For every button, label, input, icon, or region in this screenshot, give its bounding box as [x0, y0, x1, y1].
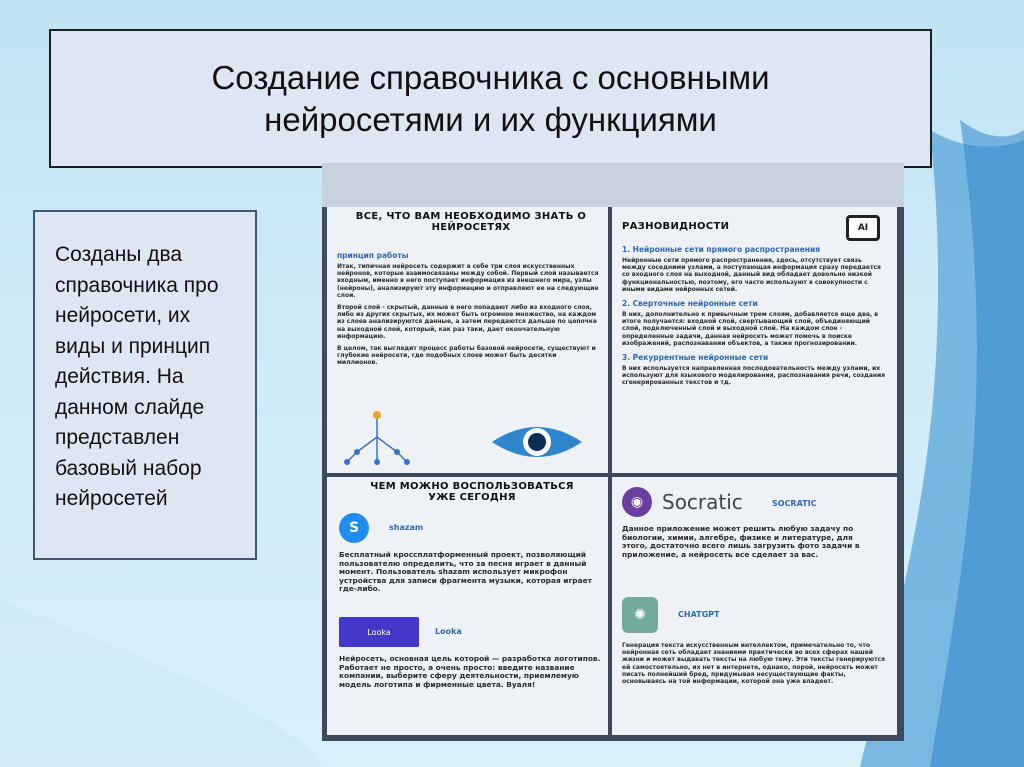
chatgpt-logo-icon: ✺ [622, 597, 658, 633]
shazam-label: shazam [389, 523, 424, 532]
title-line-2: нейросетями и их функциями [264, 100, 717, 138]
panel2-sub-1: 1. Нейронные сети прямого распространения [622, 245, 821, 254]
panel2-text-2: В них, дополнительно к привычным трем слоям, добавляется еще два, в итоге получается: входной слой, свертывающий слой, объединяющий слой, подключенный слой и выходной слой. На каждом слое - определенные задачи, данная нейросеть может помочь в поиске изображений, распознавании объектов, а также прогнозировании. [622, 311, 879, 347]
chatgpt-text: Генерация текста искусственным интеллектом, примечательно то, что нейронная сеть обладает знаниями практически во всех сферах нашей жизни и может выдавать тексты на любую тему. Эти тексты генерируются ей самостоятельно, их нет в интернете, однако, порой, нейросеть может писать полнейший бред, придумывая несуществующие факты, основываясь на той информации, которой она уже владеет. [622, 642, 885, 686]
infographic-top-strip [322, 163, 904, 207]
panel1-paragraph-3: В целом, так выглядит процесс работы базовой нейросети, существуют и глубокие нейросети, где подобных слоев может быть десятки миллионов. [337, 345, 596, 367]
slide-title-box [49, 29, 932, 168]
panel2-sub-2: 2. Сверточные нейронные сети [622, 299, 758, 309]
eye-icon [487, 417, 587, 467]
panel-varieties [612, 207, 897, 473]
looka-logo-text: Looka [367, 627, 391, 637]
panel-about-neural-networks [327, 207, 608, 473]
panel1-paragraph-2: Второй слой - скрытый, данные в него попадают либо из входного слоя, либо из других скрытых, их может быть огромное множество, на каждом из слоев анализируются данные, а затем передаются дальше по цепочке на выходной слой, который, как раз таки, дает окончательную информацию. [337, 304, 597, 340]
ai-chip-icon [846, 215, 880, 241]
panel2-text-3: В них используется направленная последовательность между узлами, их используют для языкового моделирования, распознавания речи, создания сгенерированных текстов и тд. [622, 365, 886, 387]
panel2-text-1: Нейронные сети прямого распространения, здесь, отсутствует связь между соседними узлами, а поступающая информация сразу передается со входного слоя на выходной, данный вид обладает довольно низкой функциональностью, поэтому, его часто используют в совокупности с иными видами нейронных сетей. [622, 257, 881, 293]
slide-title [211, 57, 769, 141]
socratic-owl-icon: ◉ [622, 487, 652, 517]
looka-text: Нейросеть, основная цель которой — разработка логотипов. Работает не просто, а очень просто: введите название компании, выберите сферу деятельности, приемлемую модель логотипа и фирменные цвета. Вуаля! [339, 654, 601, 689]
shazam-logo-icon: S [339, 513, 369, 543]
side-text-box [33, 210, 257, 560]
side-text: Созданы два справочника про нейросети, их виды и принцип действия. На данном слайде представлен базовый набор нейросетей [55, 243, 219, 510]
socratic-text: Данное приложение может решить любую задачу по биологии, химии, алгебре, физике и литературе, для этого, достаточно всего лишь загрузить фото задачи в приложение, а нейросеть все сделает за вас. [622, 524, 860, 559]
circuit-brain-icon [337, 407, 417, 469]
title-line-1: Создание справочника с основными [211, 58, 770, 96]
panel1-heading: ВСЕ, ЧТО ВАМ НЕОБХОДИМО ЗНАТЬ О НЕЙРОСЕТЯХ [355, 211, 587, 233]
looka-label: Looka [435, 627, 462, 636]
socratic-label: SOCRATIC [772, 499, 817, 508]
panel3-heading: ЧЕМ МОЖНО ВОСПОЛЬЗОВАТЬСЯ УЖЕ СЕГОДНЯ [370, 481, 574, 503]
shazam-text: Бесплатный кроссплатформенный проект, позволяющий пользователю определить, что за песня играет в данный момент. Пользователь shazam использует микрофон устройства для записи фрагмента музыки, которая играет где-либо. [339, 550, 592, 594]
panel2-sub-3: 3. Рекуррентные нейронные сети [622, 353, 769, 363]
panel-tools-today [327, 477, 608, 735]
panel2-heading: РАЗНОВИДНОСТИ [622, 221, 730, 232]
infographic-image [322, 163, 904, 741]
chatgpt-label: CHATGPT [678, 610, 720, 619]
ai-chip-label: AI [857, 223, 869, 233]
panel-more-tools [612, 477, 897, 735]
panel1-paragraph-1: Итак, типичная нейросеть содержит в себе три слоя искусственных нейронов, которые взаимосвязаны между собой. Первый слой называется входным, именно в него поступает информация из внешнего мира, узлы (нейроны), анализируют эту информацию и отправляют ее на следующие слои. [337, 263, 599, 299]
looka-logo [339, 617, 419, 647]
panel1-subheading: принцип работы [337, 251, 409, 260]
socratic-wordmark: Socratic [662, 490, 743, 514]
